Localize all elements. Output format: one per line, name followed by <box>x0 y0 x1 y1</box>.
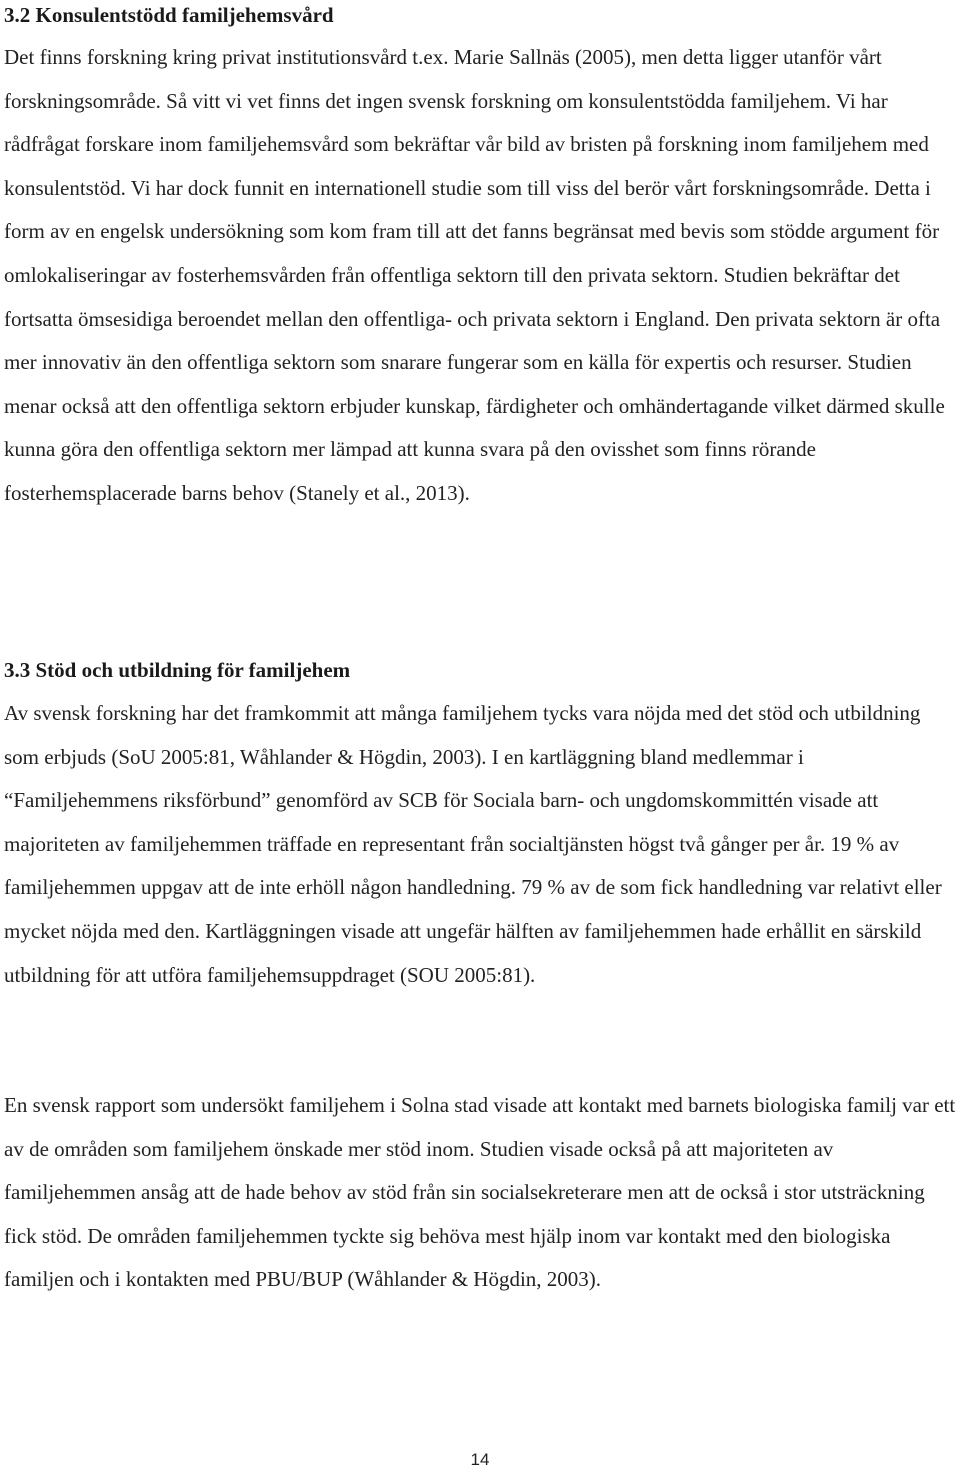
section-heading-3-3: 3.3 Stöd och utbildning för familjehem <box>4 658 351 682</box>
section-heading-3-2: 3.2 Konsulentstödd familjehemsvård <box>4 3 334 27</box>
section-3-2-paragraph: Det finns forskning kring privat institutionsvård t.ex. Marie Sallnäs (2005), men detta ligger utanför vårt forskningsområde. Så vitt vi vet finns det ingen svensk forskning om konsulentstödda familjehem. Vi har rådfrågat forskare inom familjehemsvård som bekräftar vår bild av bristen på forskning inom familjehem med konsulentstöd. Vi har dock funnit en internationell studie som till viss del berör vårt forskningsområde. Detta i form av en engelsk undersökning som kom fram till att det fanns begränsat med bevis som stödde argument för omlokaliseringar av fosterhemsvården från offentliga sektorn till den privata sektorn. Studien bekräftar det fortsatta ömsesidiga beroendet mellan den offentliga- och privata sektorn i England. Den privata sektorn är ofta mer innovativ än den offentliga sektorn som snarare fungerar som en källa för expertis och resurser. Studien menar också att den offentliga sektorn erbjuder kunskap, färdigheter och omhändertagande vilket därmed skulle kunna göra den offentliga sektorn mer lämpad att kunna svara på den ovisshet som finns rörande fosterhemsplacerade barns behov (Stanely et al., 2013). <box>4 45 945 505</box>
section-3-3-paragraph-1: Av svensk forskning har det framkommit att många familjehem tycks vara nöjda med det stöd och utbildning som erbjuds (SoU 2005:81, Wåhlander & Högdin, 2003). I en kartläggning bland medlemmar i “Familjehemmens riksförbund” genomförd av SCB för Sociala barn- och ungdomskommittén visade att majoriteten av familjehemmen träffade en representant från socialtjänsten högst två gånger per år. 19 % av familjehemmen uppgav att de inte erhöll någon handledning. 79 % av de som fick handledning var relativt eller mycket nöjda med den. Kartläggningen visade att ungefär hälften av familjehemmen hade erhållit en särskild utbildning för att utföra familjehemsuppdraget (SOU 2005:81). <box>4 701 942 987</box>
page-number: 14 <box>470 1450 490 1469</box>
section-3-3-paragraph-2: En svensk rapport som undersökt familjehem i Solna stad visade att kontakt med barnets biologiska familj var ett av de områden som familjehem önskade mer stöd inom. Studien visade också på att majoriteten av familjehemmen ansåg att de hade behov av stöd från sin socialsekreterare men att de också i stor utsträckning fick stöd. De områden familjehemmen tyckte sig behöva mest hjälp inom var kontakt med den biologiska familjen och i kontakten med PBU/BUP (Wåhlander & Högdin, 2003). <box>4 1093 956 1292</box>
